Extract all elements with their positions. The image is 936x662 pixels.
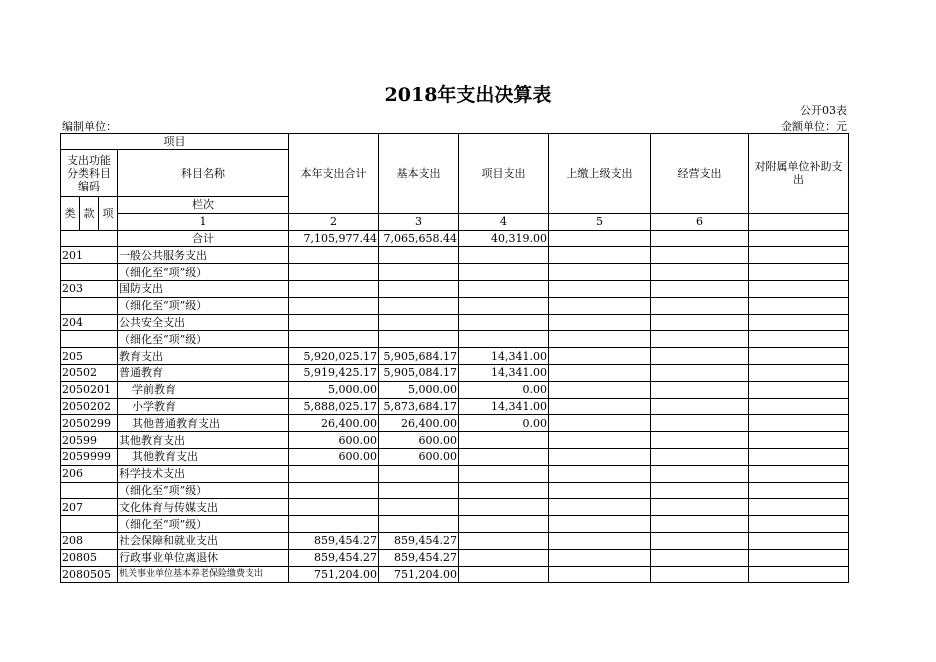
row-code	[61, 264, 118, 281]
row-subject-name: （细化至“项”级）	[118, 297, 289, 314]
row-total: 5,000.00	[289, 381, 379, 398]
row-project	[459, 532, 549, 549]
row-subject-name: 国防支出	[118, 280, 289, 297]
table-row	[61, 532, 849, 549]
row-total: 26,400.00	[289, 415, 379, 432]
row-subject-name: 学前教育	[118, 381, 289, 398]
row-basic: 5,000.00	[379, 381, 459, 398]
row-basic	[379, 247, 459, 264]
row-project	[459, 465, 549, 482]
row-empty-cell	[549, 247, 651, 264]
row-code: 204	[61, 314, 118, 331]
row-empty-cell	[651, 415, 749, 432]
row-code	[61, 297, 118, 314]
row-empty-cell	[549, 348, 651, 365]
row-empty-cell	[651, 566, 749, 583]
header-kuan: 款	[80, 197, 99, 231]
row-empty-cell	[549, 280, 651, 297]
totals-row	[61, 230, 849, 247]
row-empty-cell	[749, 364, 849, 381]
row-empty-cell	[749, 247, 849, 264]
row-empty-cell	[549, 264, 651, 281]
row-empty-cell	[651, 381, 749, 398]
row-empty-cell	[651, 516, 749, 533]
row-subject-name: 其他教育支出	[118, 448, 289, 465]
row-empty-cell	[749, 549, 849, 566]
header-xiang: 项	[99, 197, 118, 231]
row-empty-cell	[749, 264, 849, 281]
totals-project: 40,319.00	[459, 230, 549, 247]
row-empty-cell	[651, 280, 749, 297]
col-num-1: 1	[118, 213, 289, 230]
row-basic	[379, 280, 459, 297]
row-empty-cell	[651, 532, 749, 549]
org-label: 编制单位：	[62, 120, 117, 133]
table-row	[61, 516, 849, 533]
row-basic	[379, 465, 459, 482]
table-row	[61, 364, 849, 381]
row-empty-cell	[651, 448, 749, 465]
row-empty-cell	[549, 499, 651, 516]
row-subject-name: （细化至“项”级）	[118, 331, 289, 348]
row-empty-cell	[651, 432, 749, 449]
row-subject-name: 小学教育	[118, 398, 289, 415]
row-empty-cell	[549, 516, 651, 533]
header-basic: 基本支出	[379, 134, 459, 214]
row-basic	[379, 314, 459, 331]
row-total	[289, 264, 379, 281]
row-empty-cell	[549, 532, 651, 549]
header-operating: 经营支出	[651, 134, 749, 214]
row-total	[289, 482, 379, 499]
col-num-2: 2	[289, 213, 379, 230]
row-subject-name: 社会保障和就业支出	[118, 532, 289, 549]
row-project: 0.00	[459, 381, 549, 398]
row-subject-name: （细化至“项”级）	[118, 482, 289, 499]
row-code: 2050201	[61, 381, 118, 398]
row-project	[459, 566, 549, 583]
row-empty-cell	[651, 348, 749, 365]
row-empty-cell	[651, 398, 749, 415]
row-empty-cell	[651, 314, 749, 331]
table-row	[61, 264, 849, 281]
row-subject-name: 公共安全支出	[118, 314, 289, 331]
row-project	[459, 516, 549, 533]
row-basic	[379, 482, 459, 499]
row-empty-cell	[549, 482, 651, 499]
row-project	[459, 549, 549, 566]
row-empty-cell	[749, 381, 849, 398]
header-item: 项目	[61, 134, 289, 150]
header-subsidy: 对附属单位补助支出	[749, 134, 849, 214]
row-empty-cell	[651, 499, 749, 516]
row-empty-cell	[651, 247, 749, 264]
row-basic: 5,873,684.17	[379, 398, 459, 415]
row-total	[289, 516, 379, 533]
row-project	[459, 314, 549, 331]
row-total	[289, 499, 379, 516]
row-empty-cell	[549, 331, 651, 348]
row-project	[459, 448, 549, 465]
row-empty-cell	[749, 532, 849, 549]
row-subject-name: 文化体育与传媒支出	[118, 499, 289, 516]
table-row	[61, 398, 849, 415]
row-code	[61, 516, 118, 533]
row-total	[289, 280, 379, 297]
row-subject-name: 普通教育	[118, 364, 289, 381]
row-empty-cell	[549, 465, 651, 482]
table-row	[61, 247, 849, 264]
row-basic: 5,905,684.17	[379, 348, 459, 365]
row-project	[459, 280, 549, 297]
row-project	[459, 297, 549, 314]
row-subject-name: 科学技术支出	[118, 465, 289, 482]
row-subject-name: 机关事业单位基本养老保险缴费支出	[118, 566, 289, 583]
col-num-4: 4	[459, 213, 549, 230]
row-code	[61, 331, 118, 348]
row-subject-name: 一般公共服务支出	[118, 247, 289, 264]
row-empty-cell	[549, 415, 651, 432]
row-total: 859,454.27	[289, 549, 379, 566]
row-code: 2080505	[61, 566, 118, 583]
col-num-5: 5	[549, 213, 651, 230]
row-basic: 600.00	[379, 432, 459, 449]
row-empty-cell	[549, 381, 651, 398]
row-subject-name: （细化至“项”级）	[118, 516, 289, 533]
header-total: 本年支出合计	[289, 134, 379, 214]
row-empty-cell	[549, 549, 651, 566]
row-project	[459, 482, 549, 499]
amount-unit-label: 金额单位：元	[781, 120, 847, 133]
row-subject-name: 教育支出	[118, 348, 289, 365]
row-total: 859,454.27	[289, 532, 379, 549]
table-row	[61, 314, 849, 331]
row-empty-cell	[749, 331, 849, 348]
row-total: 751,204.00	[289, 566, 379, 583]
row-project: 14,341.00	[459, 364, 549, 381]
row-empty-cell	[749, 465, 849, 482]
row-empty-cell	[651, 297, 749, 314]
row-basic: 859,454.27	[379, 532, 459, 549]
row-empty-cell	[549, 314, 651, 331]
row-total: 600.00	[289, 432, 379, 449]
row-subject-name: 行政事业单位离退休	[118, 549, 289, 566]
row-code: 205	[61, 348, 118, 365]
row-empty-cell	[749, 297, 849, 314]
table-row	[61, 280, 849, 297]
row-basic: 26,400.00	[379, 415, 459, 432]
row-project: 14,341.00	[459, 398, 549, 415]
row-empty-cell	[749, 432, 849, 449]
row-empty-cell	[749, 448, 849, 465]
totals-label: 合计	[118, 230, 289, 247]
row-code	[61, 482, 118, 499]
row-basic: 751,204.00	[379, 566, 459, 583]
row-basic	[379, 516, 459, 533]
row-subject-name: （细化至“项”级）	[118, 264, 289, 281]
row-subject-name: 其他普通教育支出	[118, 415, 289, 432]
row-basic	[379, 264, 459, 281]
row-basic: 859,454.27	[379, 549, 459, 566]
table-row	[61, 415, 849, 432]
row-empty-cell	[549, 432, 651, 449]
row-basic	[379, 331, 459, 348]
table-row	[61, 348, 849, 365]
header-lei: 类	[61, 197, 80, 231]
totals-total: 7,105,977.44	[289, 230, 379, 247]
row-empty-cell	[651, 364, 749, 381]
row-empty-cell	[549, 297, 651, 314]
row-empty-cell	[749, 516, 849, 533]
row-total	[289, 314, 379, 331]
form-number: 公开03表	[800, 104, 847, 117]
row-project	[459, 331, 549, 348]
row-project	[459, 247, 549, 264]
row-empty-cell	[549, 448, 651, 465]
table-row	[61, 331, 849, 348]
row-code: 20805	[61, 549, 118, 566]
row-basic: 600.00	[379, 448, 459, 465]
row-empty-cell	[549, 566, 651, 583]
row-code: 2059999	[61, 448, 118, 465]
header-superior: 上缴上级支出	[549, 134, 651, 214]
table-row	[61, 566, 849, 583]
totals-basic: 7,065,658.44	[379, 230, 459, 247]
table-row	[61, 448, 849, 465]
row-total: 5,888,025.17	[289, 398, 379, 415]
row-empty-cell	[749, 482, 849, 499]
row-total	[289, 331, 379, 348]
row-project	[459, 499, 549, 516]
table-row	[61, 432, 849, 449]
row-total: 5,920,025.17	[289, 348, 379, 365]
row-empty-cell	[749, 398, 849, 415]
row-empty-cell	[749, 348, 849, 365]
row-empty-cell	[651, 264, 749, 281]
row-basic	[379, 297, 459, 314]
table-row	[61, 482, 849, 499]
table-row	[61, 499, 849, 516]
row-code: 2050299	[61, 415, 118, 432]
row-total	[289, 297, 379, 314]
row-empty-cell	[651, 331, 749, 348]
row-code: 2050202	[61, 398, 118, 415]
header-subject-name: 科目名称	[118, 150, 289, 197]
row-empty-cell	[549, 364, 651, 381]
row-empty-cell	[749, 415, 849, 432]
header-code-group: 支出功能分类科目编码	[61, 150, 118, 197]
row-code: 207	[61, 499, 118, 516]
row-project: 0.00	[459, 415, 549, 432]
row-empty-cell	[749, 499, 849, 516]
row-empty-cell	[651, 482, 749, 499]
table-row	[61, 381, 849, 398]
table-row	[61, 297, 849, 314]
col-num-3: 3	[379, 213, 459, 230]
col-num-6: 6	[651, 213, 749, 230]
row-total	[289, 247, 379, 264]
row-code: 206	[61, 465, 118, 482]
row-empty-cell	[651, 465, 749, 482]
row-code: 20502	[61, 364, 118, 381]
row-project	[459, 264, 549, 281]
row-total	[289, 465, 379, 482]
row-project: 14,341.00	[459, 348, 549, 365]
table-row	[61, 549, 849, 566]
page-title: 2018年支出决算表	[384, 84, 552, 106]
row-code: 201	[61, 247, 118, 264]
row-code: 20599	[61, 432, 118, 449]
row-empty-cell	[651, 549, 749, 566]
row-empty-cell	[749, 566, 849, 583]
row-empty-cell	[549, 398, 651, 415]
header-lanci: 栏次	[118, 197, 289, 214]
row-subject-name: 其他教育支出	[118, 432, 289, 449]
header-project: 项目支出	[459, 134, 549, 214]
row-basic: 5,905,084.17	[379, 364, 459, 381]
row-code: 203	[61, 280, 118, 297]
row-empty-cell	[749, 280, 849, 297]
row-total: 600.00	[289, 448, 379, 465]
row-empty-cell	[749, 314, 849, 331]
row-total: 5,919,425.17	[289, 364, 379, 381]
table-row	[61, 465, 849, 482]
expenditure-table	[60, 133, 849, 583]
row-code: 208	[61, 532, 118, 549]
row-project	[459, 432, 549, 449]
row-basic	[379, 499, 459, 516]
